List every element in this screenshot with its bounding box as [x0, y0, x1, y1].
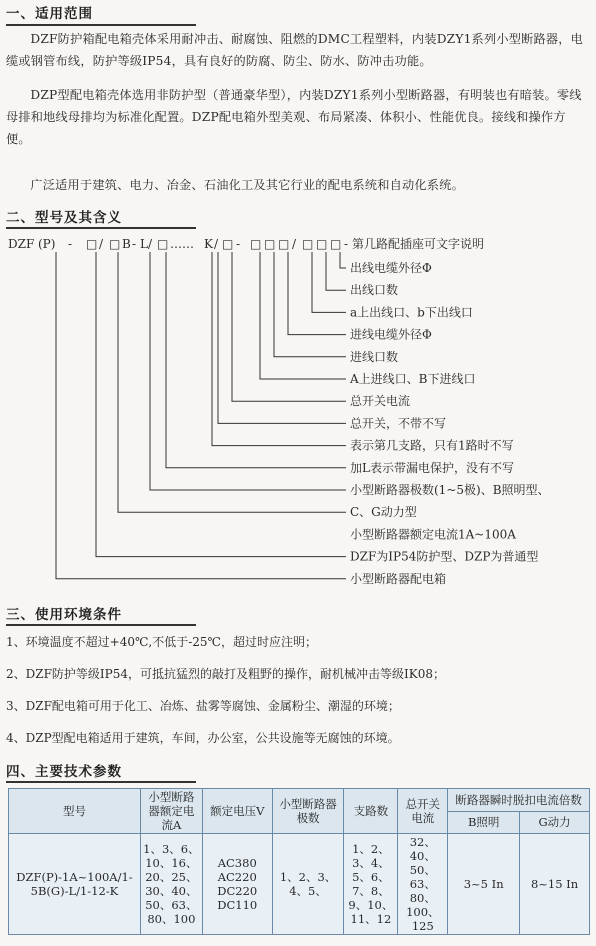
header-model: 型号 [9, 789, 141, 834]
leader-lines [56, 252, 346, 579]
section-title-params: 四、主要技术参数 [6, 764, 122, 780]
code-label: 出线口数 [350, 283, 399, 298]
code-box-main: □ [222, 237, 234, 251]
env-item-3: 3、DZF配电箱可用于化工、冶炼、盐雾等腐蚀、金属粉尘、潮湿的环境； [6, 699, 400, 713]
code-label: 小型断路器配电箱 [350, 571, 447, 586]
header-main-current: 总开关电流 [398, 789, 448, 834]
code-dash: - [68, 237, 73, 251]
code-dots: …… [170, 237, 194, 251]
spec-table [8, 788, 590, 935]
section-rule [6, 24, 196, 26]
code-box-branch: □ [157, 237, 169, 251]
header-poles: 小型断路器极数 [272, 789, 344, 834]
code-box-in1: □ [250, 237, 262, 251]
cell-branches: 1、2、3、4、5、6、7、8、9、10、11、12 [344, 834, 398, 935]
section-title-scope: 一、适用范围 [6, 6, 93, 22]
code-label: 表示第几支路，只有1路时不写 [350, 438, 514, 453]
leader-line [150, 252, 346, 490]
header-g-power: G动力 [520, 811, 590, 834]
cell-rated-current: 1、3、6、10、16、20、25、30、40、50、63、80、100 [140, 834, 202, 935]
cell-g-power: 8~15 In [520, 834, 590, 935]
code-k: K [204, 237, 213, 251]
code-box-out3: □ [330, 237, 342, 251]
code-label: 出线电缆外径Φ [350, 261, 432, 275]
model-code-diagram [0, 232, 596, 602]
code-dash: - [236, 237, 241, 251]
code-box-in2: □ [264, 237, 276, 251]
code-label: 总开关电流 [350, 394, 411, 409]
code-prefix: DZF [8, 237, 35, 251]
leader-line [340, 252, 346, 268]
header-trip-multiple: 断路器瞬时脱扣电流倍数 [448, 789, 590, 812]
code-slash: / [99, 237, 104, 251]
header-branches: 支路数 [344, 789, 398, 834]
code-slash: / [292, 237, 297, 251]
code-label: 小型断路器额定电流1A~100A [350, 527, 516, 542]
env-item-2: 2、DZF防护等级IP54，可抵抗猛烈的敲打及粗野的操作，耐机械冲击等级IK08； [6, 667, 445, 681]
code-b: B [122, 237, 131, 251]
section-rule [6, 781, 196, 783]
code-tail: 第几路配插座可文字说明 [352, 237, 485, 251]
leader-line [166, 252, 346, 468]
leader-line [312, 252, 346, 312]
code-l: L [140, 237, 148, 251]
leader-line [326, 252, 346, 290]
cell-voltage: AC380 AC220 DC220 DC110 [202, 834, 272, 935]
cell-poles: 1、2、3、4、5、 [272, 834, 344, 935]
code-label: A上进线口、B下进线口 [350, 372, 476, 386]
leader-line [260, 252, 346, 379]
leader-line [288, 252, 346, 335]
cell-main-current: 32、40、50、63、80、100、125 [398, 834, 448, 935]
code-dash: - [344, 237, 349, 251]
code-p: (P) [38, 237, 56, 251]
paragraph-dzp: DZP型配电箱壳体选用非防护型（普通豪华型），内装DZY1系列小型断路器，有明装也有暗装。零线母排和地线母排均为标准化配置。DZP配电箱外型美观、布局紧凑、体积小、性能优良。接线和操作方便。 [6, 88, 582, 146]
env-item-4: 4、DZP型配电箱适用于建筑，车间，办公室，公共设施等无腐蚀的环境。 [6, 731, 400, 745]
label-list [349, 260, 550, 586]
code-slash: / [148, 237, 153, 251]
code-label: 总开关，不带不写 [350, 416, 447, 431]
code-box-in3: □ [278, 237, 290, 251]
section-title-model: 二、型号及其含义 [6, 210, 122, 226]
paragraph-application: 广泛适用于建筑、电力、冶金、石油化工及其它行业的配电系统和自动化系统。 [30, 178, 464, 192]
cell-model: DZF(P)-1A~100A/1-5B(G)-L/1-12-K [9, 834, 141, 935]
code-dash: - [132, 237, 137, 251]
code-slash: / [214, 237, 219, 251]
header-rated-current: 小型断路器额定电流A [140, 789, 202, 834]
code-box-out1: □ [302, 237, 314, 251]
code-label: a上出线口、b下出线口 [350, 305, 473, 320]
header-voltage: 额定电压V [202, 789, 272, 834]
paragraph-dzf: DZF防护箱配电箱壳体采用耐冲击、耐腐蚀、阻燃的DMC工程塑料，内装DZY1系列小型断路器，电缆或钢管布线，防护等级IP54，具有良好的防腐、防尘、防水、防冲击功能。 [6, 32, 584, 68]
code-label: DZF为IP54防护型、DZP为普通型 [350, 549, 539, 564]
leader-line [274, 252, 346, 357]
leader-line [56, 252, 346, 579]
env-item-1: 1、环境温度不超过+40℃,不低于-25℃，超过时应注明； [6, 635, 317, 649]
leader-line [218, 252, 346, 423]
cell-b-lighting: 3~5 In [448, 834, 520, 935]
header-b-lighting: B照明 [448, 811, 520, 834]
code-label: 进线电缆外径Φ [350, 327, 432, 342]
section-rule [6, 227, 196, 229]
section-title-environment: 三、使用环境条件 [6, 607, 122, 623]
code-label: 进线口数 [350, 349, 399, 364]
leader-line [96, 252, 346, 557]
code-box-out2: □ [316, 237, 328, 251]
code-box-rated: □ [86, 237, 98, 251]
section-rule [6, 624, 196, 626]
code-label: C、G动力型 [350, 505, 417, 520]
code-label: 小型断路器极数(1~5极)、B照明型、 [350, 483, 550, 497]
code-box-poles: □ [109, 237, 121, 251]
code-label: 加L表示带漏电保护，没有不写 [350, 460, 514, 475]
